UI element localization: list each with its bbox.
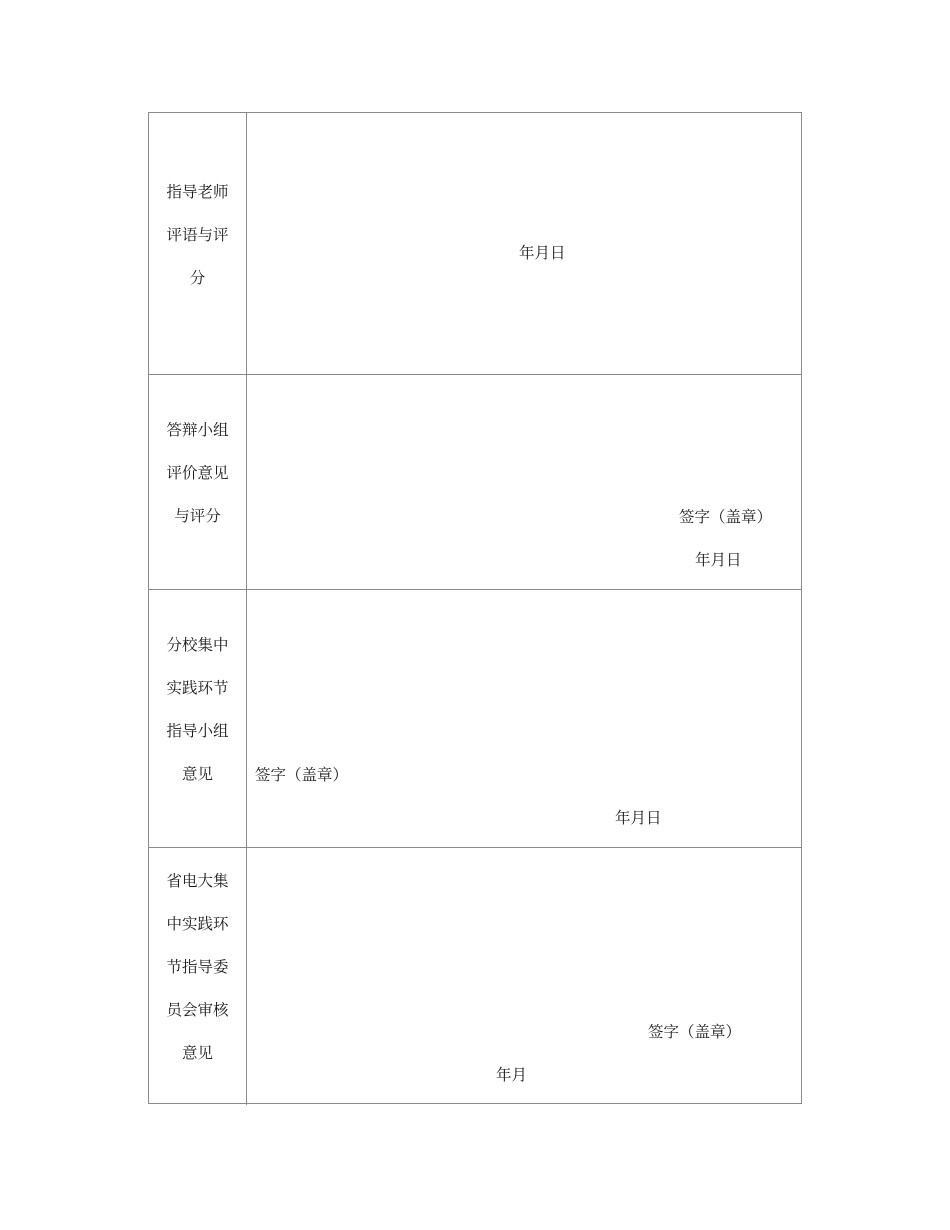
signature-line: 签字（盖章） xyxy=(648,1023,742,1041)
label-line: 意见 xyxy=(181,765,213,783)
label-line: 员会审核 xyxy=(166,1001,229,1019)
label-cell-branch xyxy=(149,590,247,847)
label-line: 与评分 xyxy=(174,507,221,525)
row-defense-group xyxy=(149,375,801,590)
label-line: 意见 xyxy=(181,1044,213,1062)
label-cell-provincial xyxy=(149,848,247,1105)
label-cell-instructor xyxy=(149,113,247,374)
date-line: 年月日 xyxy=(519,244,566,262)
row-branch-guidance xyxy=(149,590,801,848)
label-line: 评价意见 xyxy=(166,464,229,482)
label-line: 评语与评 xyxy=(166,226,229,244)
label-cell-defense xyxy=(149,375,247,589)
date-line: 年月日 xyxy=(695,551,742,569)
label-line: 实践环节 xyxy=(166,679,229,697)
row-provincial-review xyxy=(149,848,801,1105)
label-line: 中实践环 xyxy=(166,915,229,933)
label-line: 答辩小组 xyxy=(166,421,229,439)
row-instructor-comments xyxy=(149,113,801,375)
label-line: 指导小组 xyxy=(166,722,229,740)
date-line: 年月 xyxy=(496,1066,528,1084)
date-line: 年月日 xyxy=(615,809,662,827)
label-line: 节指导委 xyxy=(166,958,229,976)
label-line: 省电大集 xyxy=(166,872,229,890)
label-line: 指导老师 xyxy=(166,183,229,201)
signature-line: 签字（盖章） xyxy=(679,508,773,526)
label-line: 分 xyxy=(189,269,206,287)
evaluation-form-table xyxy=(148,112,802,1104)
signature-line: 签字（盖章） xyxy=(255,766,349,784)
label-line: 分校集中 xyxy=(166,636,229,654)
